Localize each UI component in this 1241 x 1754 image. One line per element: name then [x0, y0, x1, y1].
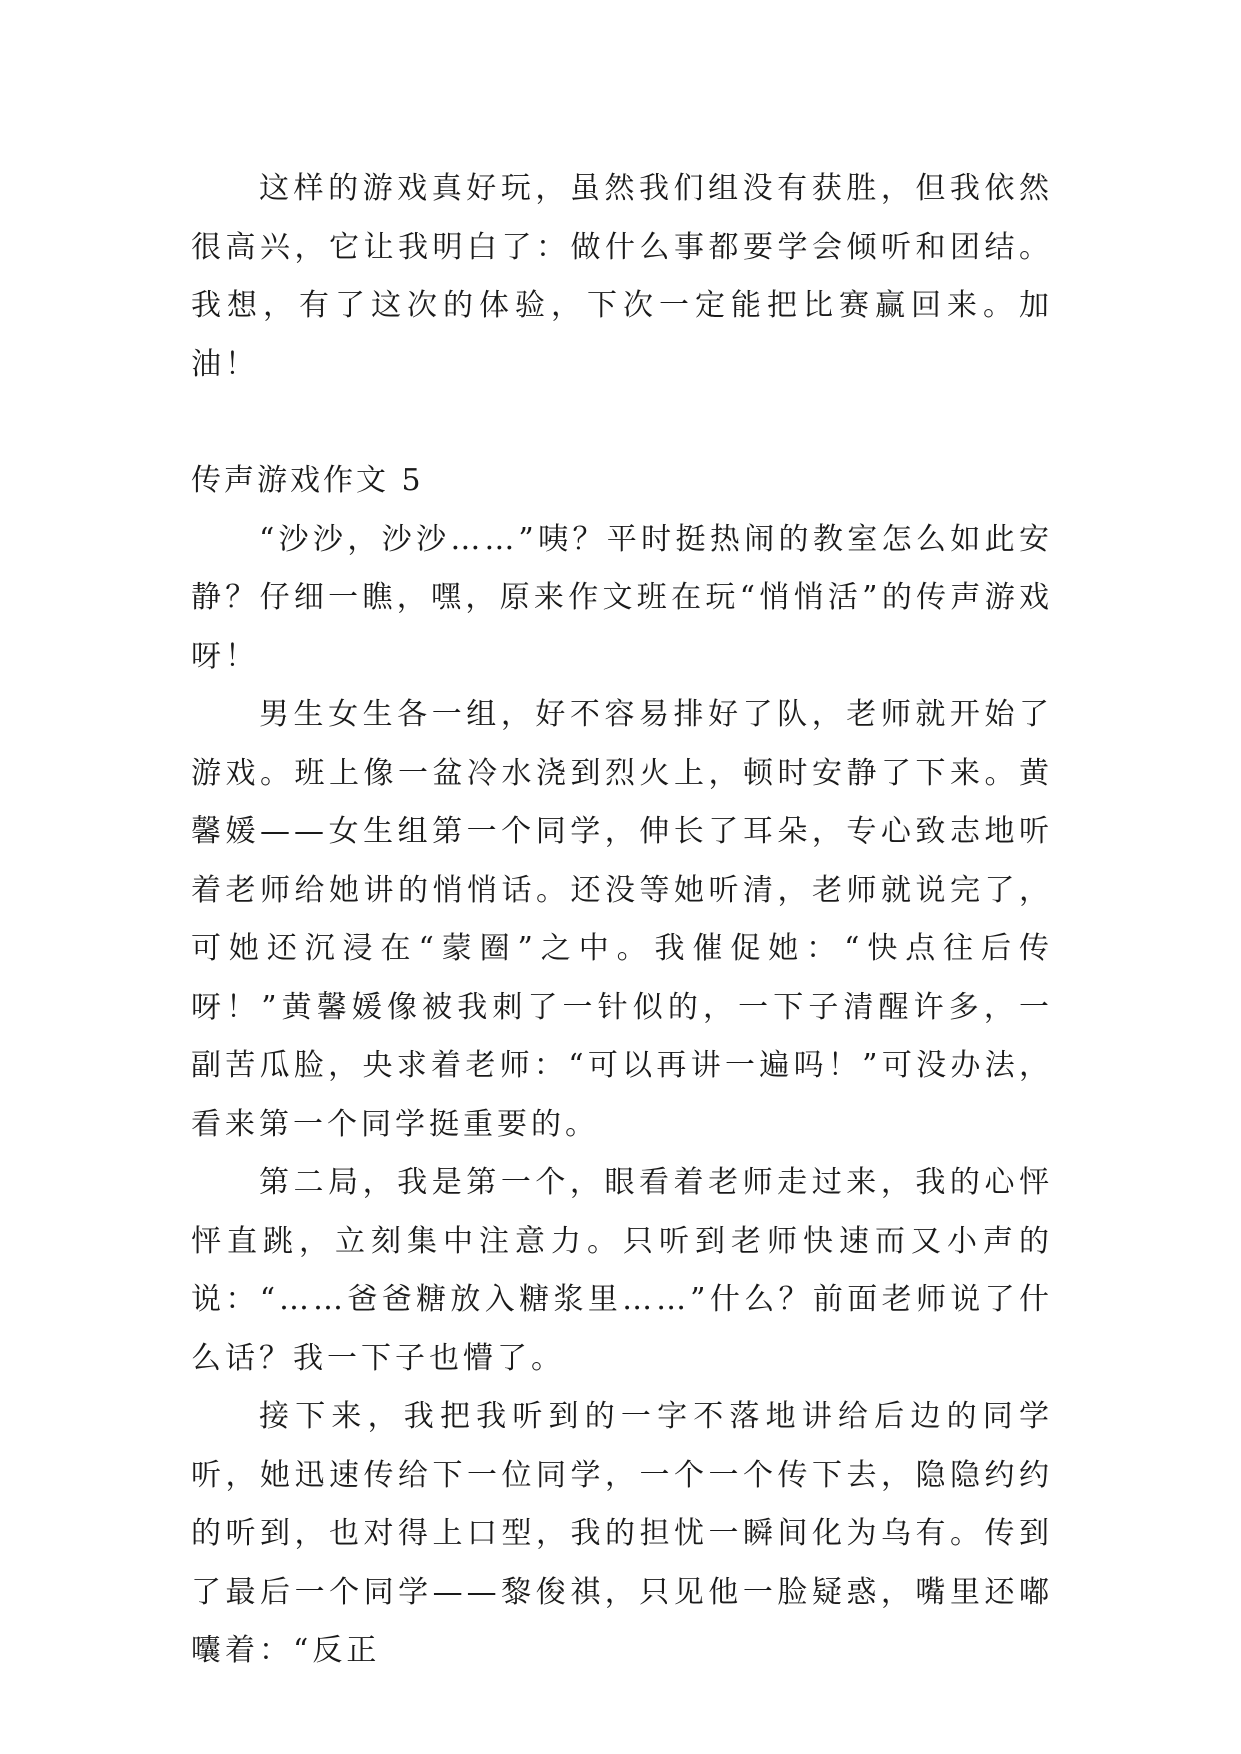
paragraph-1: “沙沙，沙沙……”咦？平时挺热闹的教室怎么如此安静？仔细一瞧，嘿，原来作文班在玩“悄悄活”的传声游戏呀！ — [191, 521, 1053, 674]
section-title: 传声游戏作文 5 — [191, 463, 424, 498]
paragraph-3: 第二局，我是第一个，眼看着老师走过来，我的心怦怦直跳，立刻集中注意力。只听到老师快速而又小声的说：“……爸爸糖放入糖浆里……”什么？前面老师说了什么话？我一下子也懵了。 — [191, 1165, 1053, 1376]
paragraph-4: 接下来，我把我听到的一字不落地讲给后边的同学听，她迅速传给下一位同学，一个一个传下去，隐隐约约的听到，也对得上口型，我的担忧一瞬间化为乌有。传到了最后一个同学——黎俊祺，只见他一脸疑惑，嘴里还嘟囔着：“反正 — [191, 1399, 1053, 1668]
section-spacer — [191, 394, 1053, 452]
document-body — [191, 160, 1053, 1681]
paragraph-2: 男生女生各一组，好不容易排好了队，老师就开始了游戏。班上像一盆冷水浇到烈火上，顿时安静了下来。黄馨媛——女生组第一个同学，伸长了耳朵，专心致志地听着老师给她讲的悄悄话。还没等她听清，老师就说完了，可她还沉浸在“蒙圈”之中。我催促她：“快点往后传呀！”黄馨媛像被我刺了一针似的，一下子清醒许多，一副苦瓜脸，央求着老师：“可以再讲一遍吗！”可没办法，看来第一个同学挺重要的。 — [191, 697, 1053, 1142]
intro-paragraph: 这样的游戏真好玩，虽然我们组没有获胜，但我依然很高兴，它让我明白了：做什么事都要学会倾听和团结。我想，有了这次的体验，下次一定能把比赛赢回来。加油！ — [191, 171, 1053, 382]
